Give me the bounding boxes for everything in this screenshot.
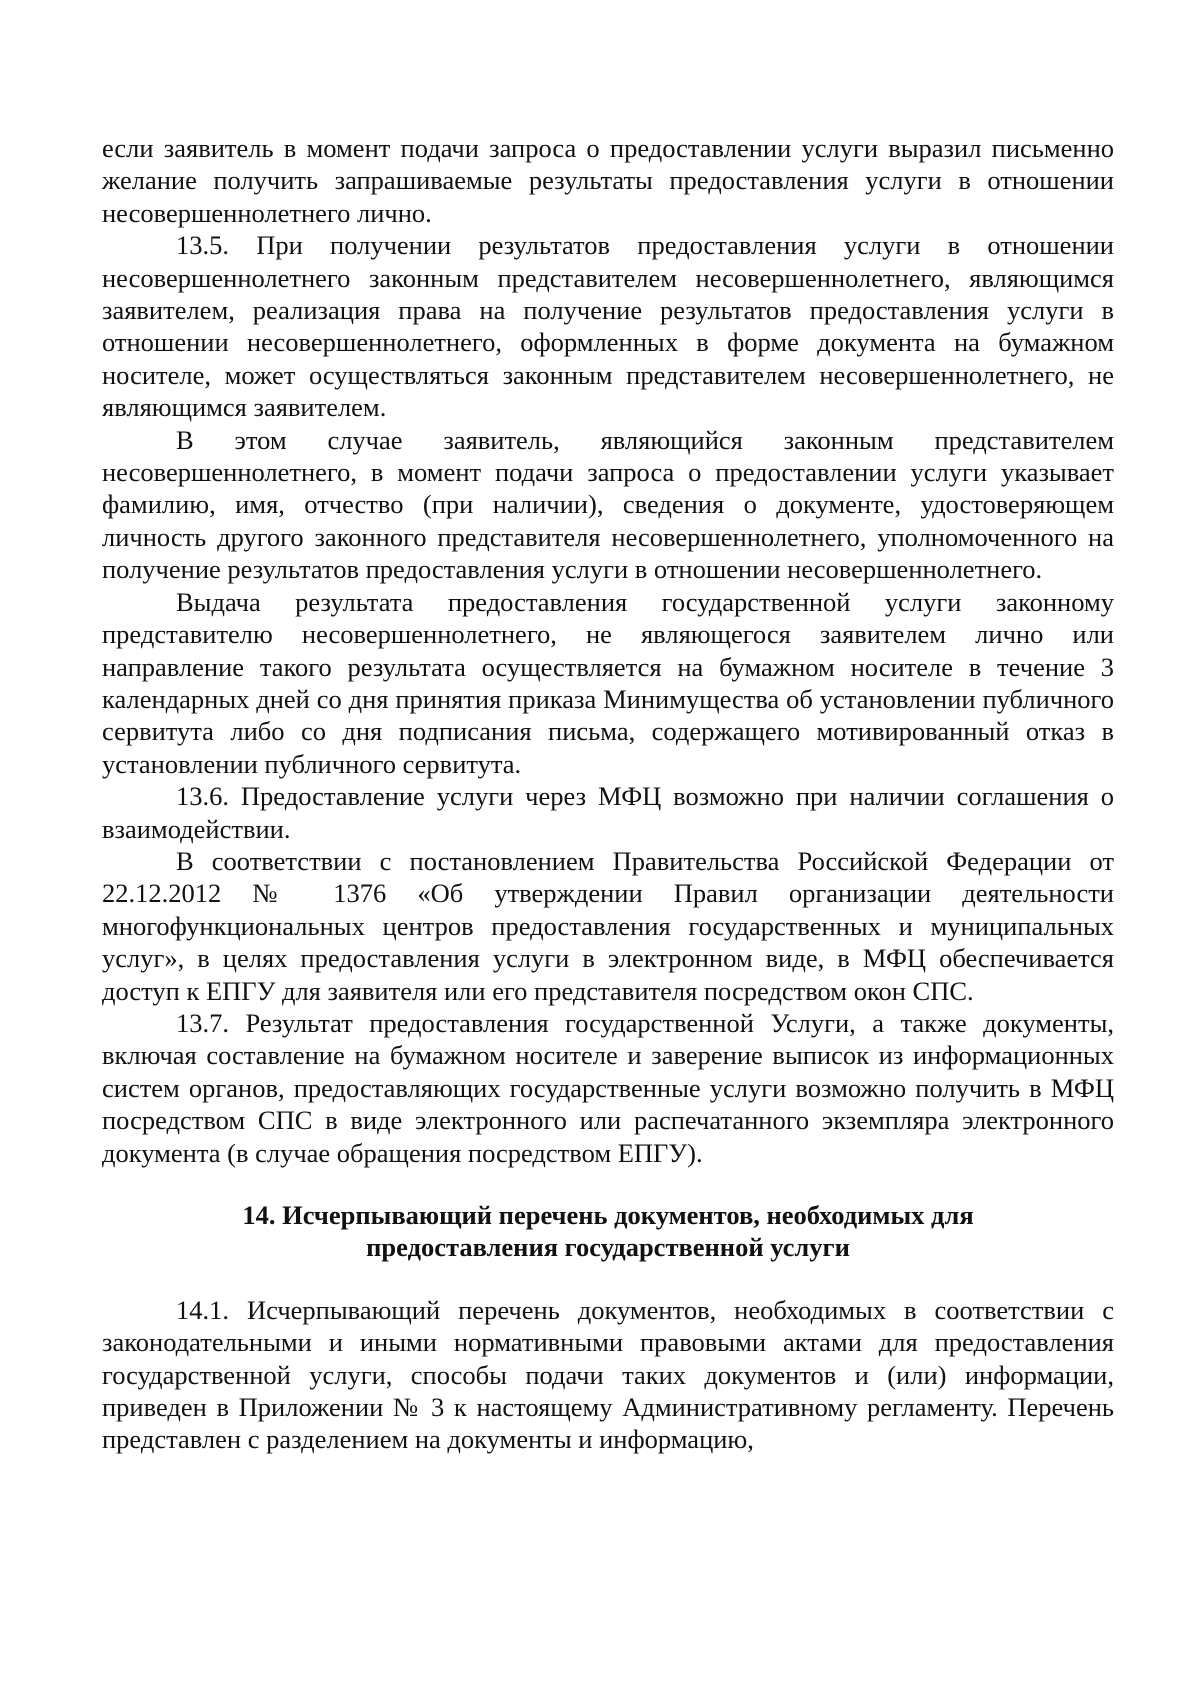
- paragraph-government-decree: В соответствии с постановлением Правительства Российской Федерации от 22.12.2012 № 1376 «Об утверждении Правил организации деятельности многофункциональных центров предоставления государственных и муниципальных услуг», в целях предоставления услуги в электронном виде, в МФЦ обеспечивается доступ к ЕПГУ для заявителя или его представителя посредством окон СПС.: [102, 845, 1114, 1006]
- paragraph-13-7: 13.7. Результат предоставления государственной Услуги, а также документы, включая составление на бумажном носителе и заверение выписок из информационных систем органов, предоставляющих государственные услуги возможно получить в МФЦ посредством СПС в виде электронного или распечатанного экземпляра электронного документа (в случае обращения посредством ЕПГУ).: [102, 1007, 1114, 1168]
- section-heading-line-1: 14. Исчерпывающий перечень документов, необходимых для: [242, 1200, 974, 1230]
- paragraph-14-1: 14.1. Исчерпывающий перечень документов, необходимых в соответствии с законодательными и иными нормативными правовыми актами для предоставления государственной услуги, способы подачи таких документов и (или) информации, приведен в Приложении № 3 к настоящему Административному регламенту. Перечень представлен с разделением на документы и информацию,: [102, 1294, 1114, 1455]
- section-14-heading: [102, 1199, 1114, 1264]
- paragraph-result-issuance: Выдача результата предоставления государственной услуги законному представителю несовершеннолетнего, не являющегося заявителем лично или направление такого результата осуществляется на бумажном носителе в течение 3 календарных дней со дня принятия приказа Минимущества об установлении публичного сервитута либо со дня подписания письма, содержащего мотивированный отказ в установлении публичного сервитута.: [102, 586, 1114, 779]
- paragraph-continuation: если заявитель в момент подачи запроса о предоставлении услуги выразил письменно желание получить запрашиваемые результаты предоставления услуги в отношении несовершеннолетнего лично.: [102, 133, 1114, 228]
- paragraph-applicant-case: В этом случае заявитель, являющийся законным представителем несовершеннолетнего, в момент подачи запроса о предоставлении услуги указывает фамилию, имя, отчество (при наличии), сведения о документе, удостоверяющем личность другого законного представителя несовершеннолетнего, уполномоченного на получение результатов предоставления услуги в отношении несовершеннолетнего.: [102, 424, 1114, 585]
- paragraph-13-6: 13.6. Предоставление услуги через МФЦ возможно при наличии соглашения о взаимодействии.: [102, 781, 1114, 844]
- paragraph-13-5: 13.5. При получении результатов предоставления услуги в отношении несовершеннолетнего законным представителем несовершеннолетнего, являющимся заявителем, реализация права на получение результатов предоставления услуги в отношении несовершеннолетнего, оформленных в форме документа на бумажном носителе, может осуществляться законным представителем несовершеннолетнего, не являющимся заявителем.: [102, 230, 1114, 423]
- section-heading-line-2: предоставления государственной услуги: [366, 1232, 850, 1263]
- document-body: [102, 132, 1114, 1456]
